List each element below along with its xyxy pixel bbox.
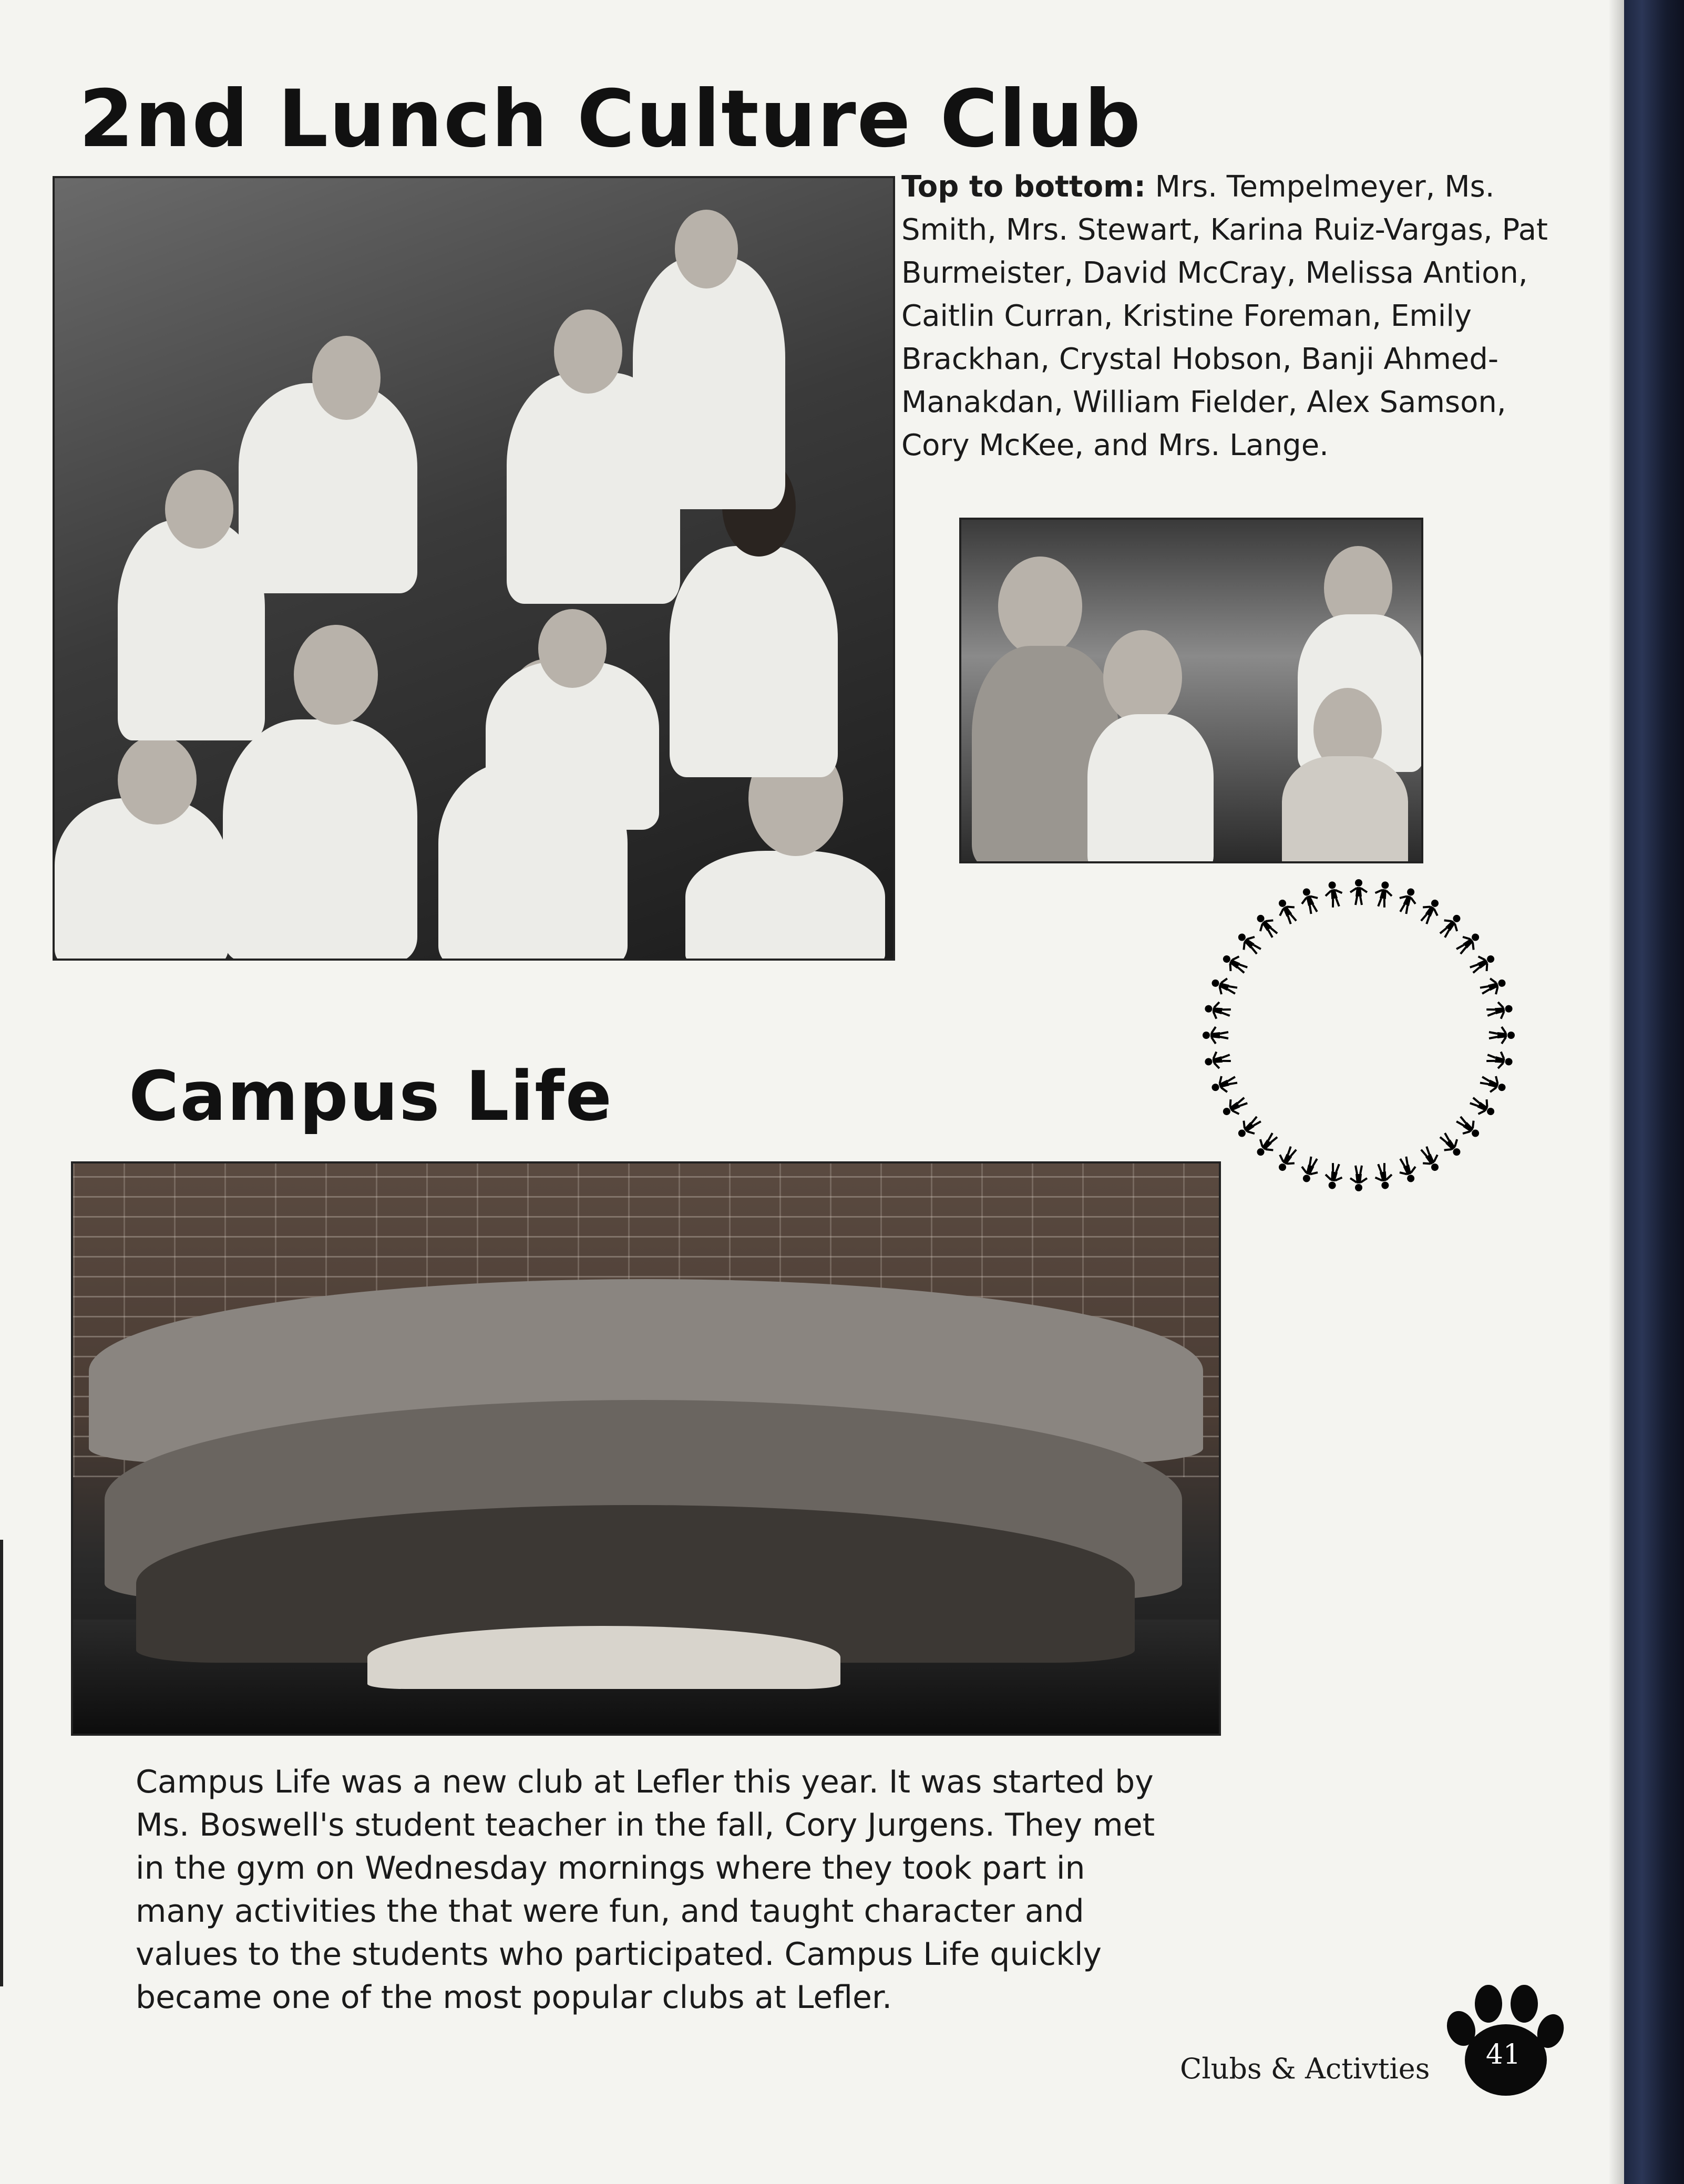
campus-life-caption: Campus Life was a new club at Lefler this year. It was started by Ms. Boswell's student teacher in the fall, Cory Jurgens. They met in the gym on Wednesday mornings where they took part in many activities the that were fun, and taught character and values to the students who participated. Campus Life quickly became one of the most popular clubs at Lefler. <box>136 1764 1155 2016</box>
caption-names: Mrs. Tempelmeyer, Ms. Smith, Mrs. Stewart, Karina Ruiz-Vargas, Pat Burmeister, David McCray, Melissa Antion, Caitlin Curran, Kristine Foreman, Emily Brackhan, Crystal Hobson, Banji Ahmed-Manakdan, William Fielder, Alex Samson, Cory McKee, and Mrs. Lange. <box>901 170 1548 462</box>
ring-figure <box>1219 1093 1250 1120</box>
ring-figure <box>1203 1027 1228 1044</box>
ring-figure <box>1485 1049 1514 1070</box>
culture-club-group-photo <box>53 176 895 961</box>
ring-figure <box>1395 1155 1420 1185</box>
ring-figure <box>1209 974 1239 998</box>
ring-figure <box>1323 880 1344 909</box>
ring-figure <box>1436 910 1465 941</box>
ring-figure <box>1234 929 1264 958</box>
ring-figure <box>1467 950 1498 977</box>
page-spine-shadow <box>1608 0 1624 2184</box>
ring-figure <box>1373 1162 1394 1190</box>
ring-figure <box>1489 1027 1515 1044</box>
ring-figure <box>1204 1049 1232 1070</box>
ring-figure <box>1234 1112 1264 1142</box>
ring-figure <box>1373 880 1394 909</box>
campus-life-title: Campus Life <box>129 1056 613 1136</box>
ring-figure <box>1453 1112 1484 1142</box>
campus-life-group-photo <box>71 1161 1221 1736</box>
caption-lead: Top to bottom: <box>901 170 1146 204</box>
people-ring-icon <box>1193 870 1524 1201</box>
ring-figure <box>1297 885 1322 915</box>
ring-figure <box>1274 896 1301 926</box>
ring-figure <box>1485 1000 1514 1021</box>
culture-club-title: 2nd Lunch Culture Club <box>79 74 1142 165</box>
ring-figure <box>1252 910 1281 941</box>
page-number: 41 <box>1485 2039 1521 2070</box>
ring-figure <box>1478 1072 1508 1097</box>
ring-figure <box>1395 885 1420 915</box>
ring-figure <box>1323 1162 1344 1190</box>
binding-rule <box>0 1540 3 1986</box>
ring-figure <box>1350 879 1367 905</box>
ring-figure <box>1436 1130 1465 1160</box>
ring-figure <box>1416 896 1444 926</box>
ring-figure <box>1467 1093 1498 1120</box>
culture-club-candid-photo <box>959 518 1423 863</box>
ring-figure <box>1252 1130 1281 1160</box>
ring-figure <box>1478 974 1508 998</box>
culture-club-caption <box>901 166 1564 467</box>
ring-figure <box>1453 929 1484 958</box>
ring-figure <box>1204 1000 1232 1021</box>
ring-figure <box>1350 1166 1367 1191</box>
ring-figure <box>1297 1155 1322 1185</box>
page-spine-edge <box>1624 0 1684 2184</box>
ring-figure <box>1274 1144 1301 1175</box>
ring-figure <box>1416 1144 1444 1175</box>
ring-figure <box>1209 1072 1239 1097</box>
ring-figure <box>1219 950 1250 977</box>
section-footer-label: Clubs & Activties <box>1180 2052 1430 2085</box>
